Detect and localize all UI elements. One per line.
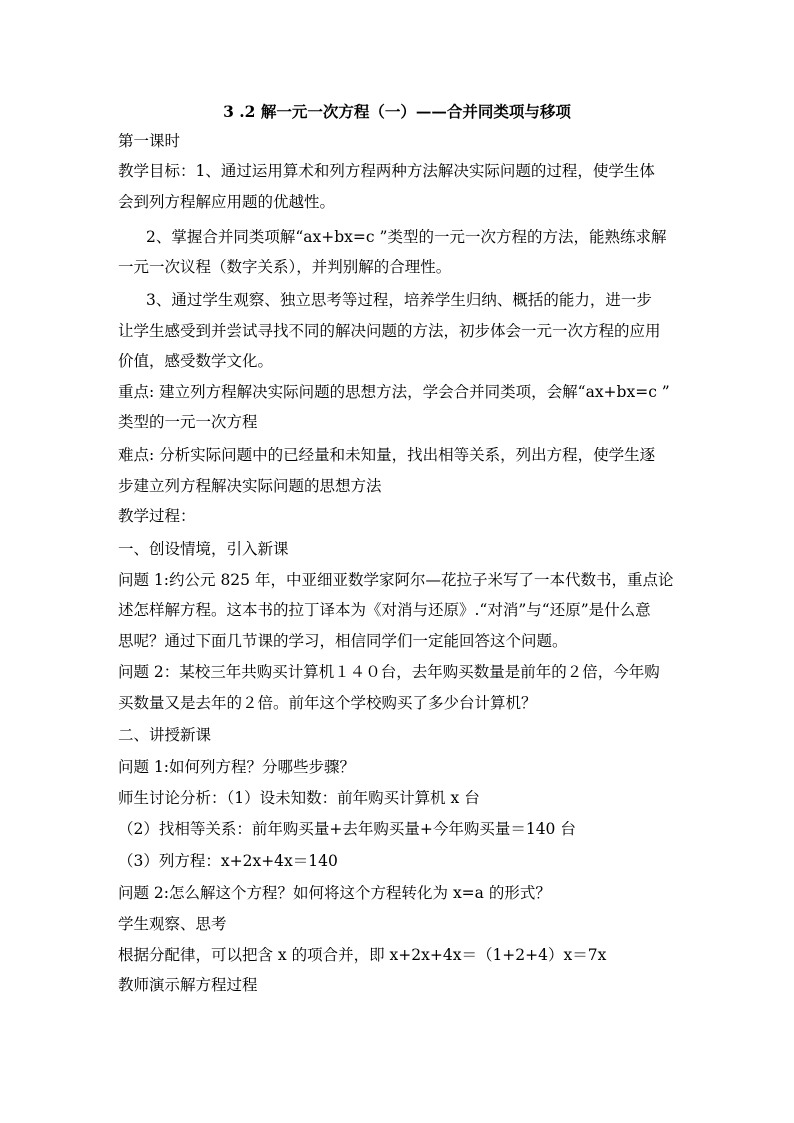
section-1-heading: 一、创设情境，引入新课 [118, 540, 289, 558]
section-2-heading: 二、讲授新课 [118, 726, 212, 744]
objective-3-line-2: 让学生感受到并尝试寻找不同的解决问题的方法，初步体会一元一次方程的应用 [118, 322, 661, 340]
lesson-period: 第一课时 [118, 132, 181, 150]
key-point-line-1: 重点: 建立列方程解决实际问题的思想方法，学会合并同类项，会解“ax+bx=c ” [118, 383, 670, 401]
objective-2-line-2: 一元一次议程（数字关系），并判别解的合理性。 [118, 258, 452, 276]
discussion-step-3: （3）列方程：x+2x+4x＝140 [118, 852, 338, 870]
teacher-demo-line: 教师演示解方程过程 [118, 976, 258, 994]
question-2-line-1: 问题 2：某校三年共购买计算机１４０台，去年购买数量是前年的２倍，今年购 [118, 663, 660, 681]
objective-3-line-1: 3、通过学生观察、独立思考等过程，培养学生归纳、概括的能力，进一步 [146, 291, 652, 309]
difficulty-line-1: 难点: 分析实际问题中的已经量和未知量，找出相等关系，列出方程，使学生逐 [118, 446, 656, 464]
question-1-line-1: 问题 1:约公元 825 年，中亚细亚数学家阿尔—花拉子米写了一本代数书，重点论 [118, 571, 674, 589]
difficulty-line-2: 步建立列方程解决实际问题的思想方法 [118, 477, 382, 495]
distributive-law-line: 根据分配律，可以把含 x 的项合并，即 x+2x+4x＝（1+2+4）x＝7x [118, 946, 607, 964]
question-1-line-3: 思呢？通过下面几节课的学习，相信同学们一定能回答这个问题。 [118, 632, 568, 650]
discussion-step-1: 师生讨论分析：（1）设未知数：前年购买计算机 x 台 [118, 789, 480, 807]
question-1-line-2: 述怎样解方程。这本书的拉丁译本为《对消与还原》.“对消”与“还原”是什么意 [118, 601, 651, 619]
new-question-2: 问题 2:怎么解这个方程？如何将这个方程转化为 x=a 的形式？ [118, 884, 551, 902]
objective-1-line-2: 会到列方程解应用题的优越性。 [118, 193, 336, 211]
page-title: 3 .2 解一元一次方程（一）——合并同类项与移项 [223, 102, 571, 121]
student-observe: 学生观察、思考 [118, 915, 227, 933]
objective-2-line-1: 2、掌握合并同类项解“ax+bx=c ”类型的一元一次方程的方法，能熟练求解 [146, 228, 667, 246]
question-2-line-2: 买数量又是去年的２倍。前年这个学校购买了多少台计算机？ [118, 694, 537, 712]
key-point-line-2: 类型的一元一次方程 [118, 413, 258, 431]
objective-3-line-3: 价值，感受数学文化。 [118, 352, 274, 370]
discussion-step-2: （2）找相等关系：前年购买量+去年购买量+今年购买量＝140 台 [118, 820, 576, 838]
teaching-process-heading: 教学过程： [118, 507, 196, 525]
objective-1-line-1: 教学目标：1、通过运用算术和列方程两种方法解决实际问题的过程，使学生体 [118, 162, 655, 180]
new-question-1: 问题 1:如何列方程？分哪些步骤？ [118, 758, 356, 776]
